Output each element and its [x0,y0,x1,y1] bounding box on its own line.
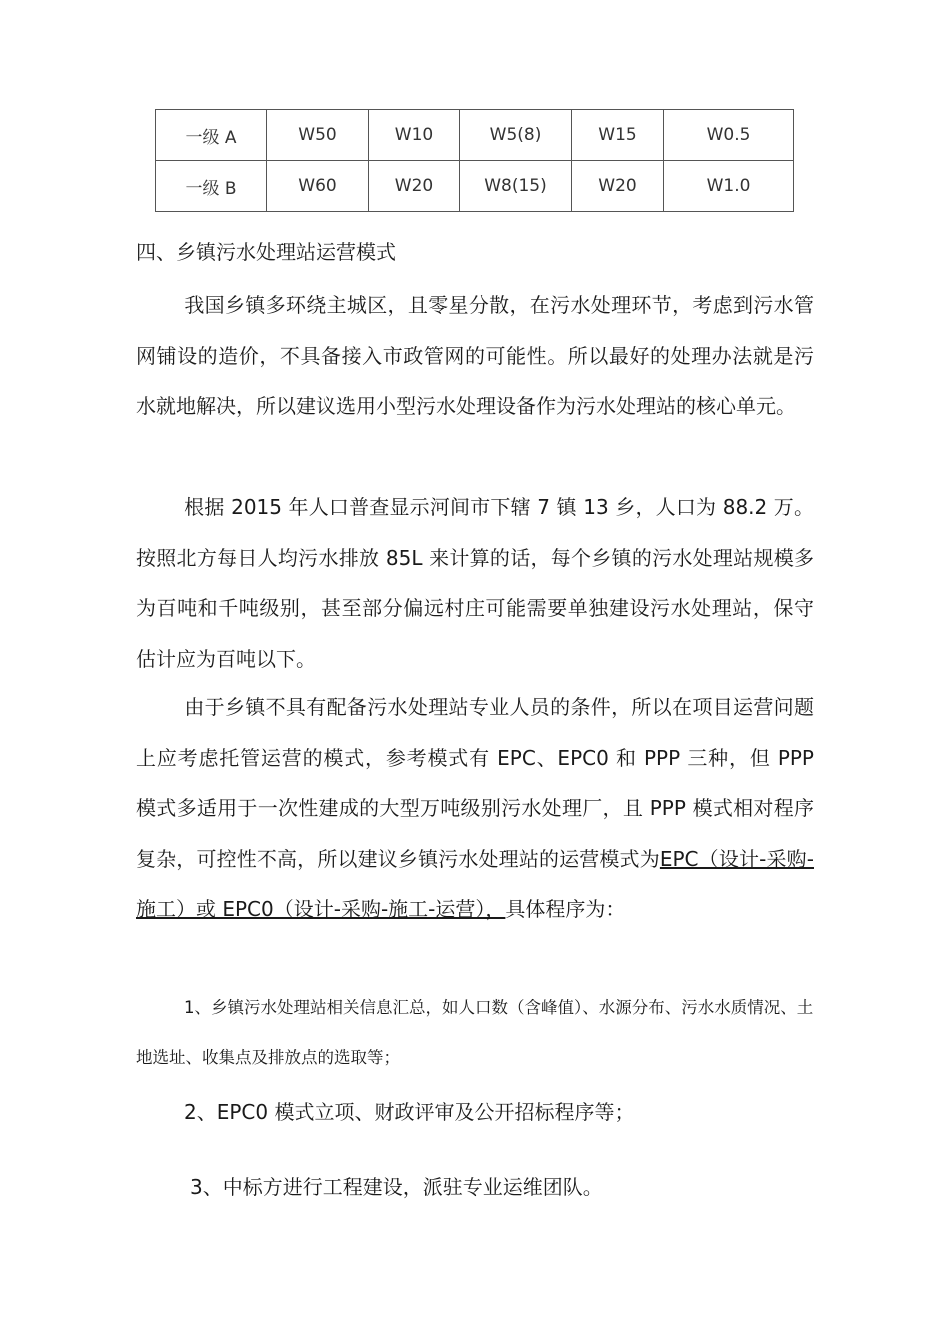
table-cell: W15 [572,110,664,161]
list-item: 2、EPC0 模式立项、财政评审及公开招标程序等； [184,1100,635,1124]
table-cell: W5(8) [460,110,572,161]
table-cell: W20 [572,161,664,212]
table-cell: W1.0 [664,161,794,212]
table-cell: W8(15) [460,161,572,212]
paragraph-operation-mode [136,682,814,935]
paragraph-text: 具体程序为： [505,897,626,921]
table-cell: W10 [369,110,460,161]
table-row [156,110,794,161]
paragraph-population [136,482,814,684]
section-heading: 四、乡镇污水处理站运营模式 [136,240,396,264]
table-row [156,161,794,212]
paragraph-text: 我国乡镇多环绕主城区，且零星分散，在污水处理环节，考虑到污水管网铺设的造价，不具备接入市政管网的可能性。所以最好的处理办法就是污水就地解决，所以建议选用小型污水处理设备作为污水处理站的核心单元。 [136,293,814,418]
list-item [136,983,814,1083]
table-cell: W20 [369,161,460,212]
list-item-text: 1、乡镇污水处理站相关信息汇总，如人口数（含峰值）、水源分布、污水水质情况、土地选址、收集点及排放点的选取等； [136,998,814,1067]
table-cell: W50 [267,110,369,161]
underlined-text: EPC（设计-采购-施工）或 EPC0（设计-采购-施工-运营）， [136,846,814,921]
paragraph-text: 根据 2015 年人口普查显示河间市下辖 7 镇 13 乡，人口为 88.2 万。按照北方每日人均污水排放 85L 来计算的话，每个乡镇的污水处理站规模多为百吨和千吨级别，甚至部分偏远村庄可能需要单独建设污水处理站，保守估计应为百吨以下。 [136,495,814,671]
standards-table [155,109,794,212]
table-cell: W0.5 [664,110,794,161]
paragraph-overview [136,280,814,432]
paragraph-text: 由于乡镇不具有配备污水处理站专业人员的条件，所以在项目运营问题上应考虑托管运营的模式，参考模式有 EPC、EPC0 和 PPP 三种，但 PPP 模式多适用于一次性建成的大型万吨级别污水处理厂，且 PPP 模式相对程序复杂，可控性不高，所以建议乡镇污水处理站的运营模式为 [136,695,814,871]
table-cell: W60 [267,161,369,212]
list-item: 3、中标方进行工程建设，派驻专业运维团队。 [190,1175,603,1199]
table-cell: 一级 B [156,161,267,212]
table-cell: 一级 A [156,110,267,161]
